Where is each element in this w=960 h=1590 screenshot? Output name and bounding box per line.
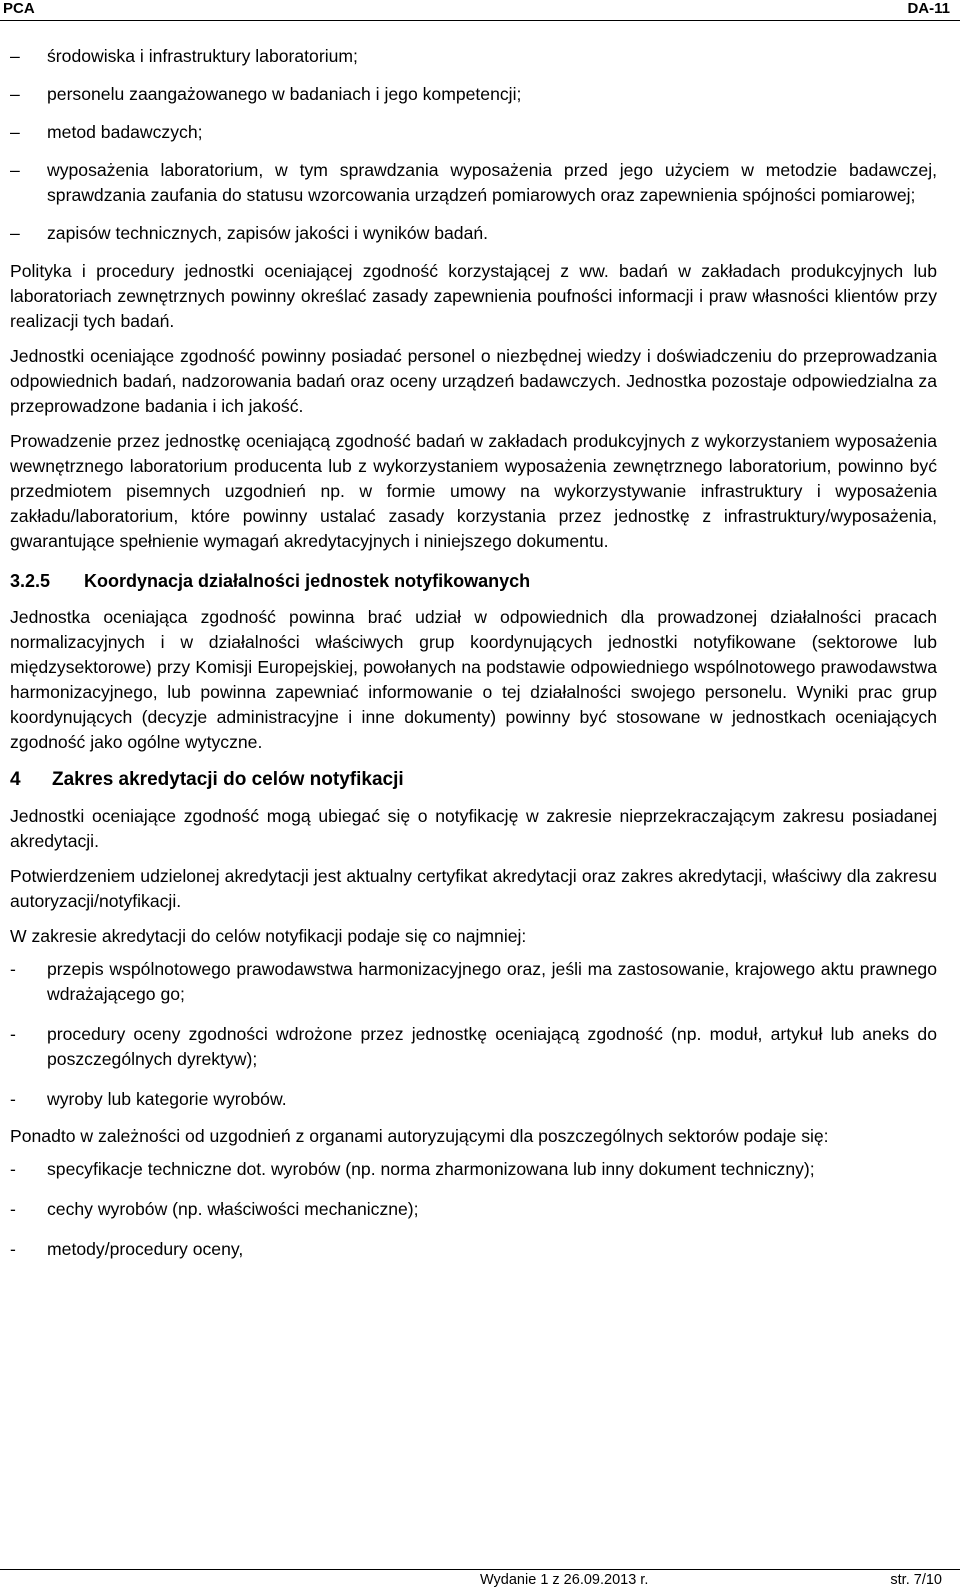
dash-marker: – [10,46,20,66]
paragraph-coordination: Jednostka oceniająca zgodność powinna brać udział w odpowiednich dla prowadzonej działalności pracach normalizacyjnych i w działalności właściwych grup koordynujących jednostki notyfikowane (sektorowe lub międzysektorowe) przy Komisji Europejskiej, powołanych na podstawie odpowiedniego wspólnotowego prawodawstwa harmonizacyjnego, lub powinna zapewniać informowanie o tej działalności swojego personelu. Wyniki prac grup koordynujących (decyzje administracyjne i inne dokumenty) powinny być stosowane w jednostkach oceniających zgodność jako ogólne wytyczne. [10,607,937,752]
dash-marker: – [10,223,20,243]
minimum-list [10,957,937,1112]
paragraph-certificate: Potwierdzeniem udzielonej akredytacji jest aktualny certyfikat akredytacji oraz zakres akredytacji, właściwy dla zakresu autoryzacji/notyfikacji. [10,866,937,911]
list-item: – metod badawczych; [10,120,937,145]
list-item: - cechy wyrobów (np. właściwości mechaniczne); [10,1197,937,1222]
sector-list [10,1157,937,1262]
paragraph-confidentiality: Polityka i procedury jednostki oceniającej zgodność korzystającej z ww. badań w zakładach produkcyjnych lub laboratoriach zewnętrznych powinny określać zasady zapewnienia poufności informacji i praw własności klientów przy realizacji tych badań. [10,261,937,331]
header-org: PCA [3,0,35,17]
dash-marker: - [10,959,16,979]
section-title: Koordynacja działalności jednostek notyfikowanych [84,571,531,591]
list-item: - metody/procedury oceny, [10,1237,937,1262]
list-item: – personelu zaangażowanego w badaniach i jego kompetencji; [10,82,937,107]
section-heading-3-2-5 [10,569,937,594]
footer-page-number: str. 7/10 [890,1572,942,1588]
list-item: - specyfikacje techniczne dot. wyrobów (np. norma zharmonizowana lub inny dokument techniczny); [10,1157,937,1182]
list-item: - procedury oceny zgodności wdrożone przez jednostkę oceniającą zgodność (np. moduł, artykuł lub aneks do poszczególnych dyrektyw); [10,1024,937,1069]
section-title: Zakres akredytacji do celów notyfikacji [52,769,404,790]
dash-marker: – [10,122,20,142]
section-heading-4 [10,767,937,792]
dash-marker: – [10,160,20,180]
dash-marker: - [10,1239,16,1259]
paragraph-agreements: Prowadzenie przez jednostkę oceniającą zgodność badań w zakładach produkcyjnych z wykorzystaniem wyposażenia wewnętrznego laboratorium producenta lub z wykorzystaniem wyposażenia zewnętrznego laboratorium, powinno być przedmiotem pisemnych uzgodnień np. w formie umowy na wykorzystywanie infrastruktury i wyposażenia zakładu/laboratorium, które powinny ustalać zasady korzystania przez jednostkę z infrastruktury/wyposażenia, gwarantujące spełnienie wymagań akredytacyjnych i niniejszego dokumentu. [10,431,937,551]
dash-marker: - [10,1024,16,1044]
footer-edition: Wydanie 1 z 26.09.2013 r. [480,1572,649,1588]
dash-marker: - [10,1159,16,1179]
scope-list [10,44,937,246]
paragraph-sectors: Ponadto w zależności od uzgodnień z organami autoryzującymi dla poszczególnych sektorów podaje się: [10,1126,829,1146]
list-item: – zapisów technicznych, zapisów jakości i wyników badań. [10,221,937,246]
header-doc-code: DA-11 [907,0,950,17]
document-body [10,44,937,1262]
paragraph-notification: Jednostki oceniające zgodność mogą ubiegać się o notyfikację w zakresie nieprzekraczającym zakresu posiadanej akredytacji. [10,806,937,851]
page-header [0,0,960,21]
list-item: - przepis wspólnotowego prawodawstwa harmonizacyjnego oraz, jeśli ma zastosowanie, krajowego aktu prawnego wdrażającego go; [10,959,937,1004]
section-number: 3.2.5 [10,571,51,591]
list-item: - wyroby lub kategorie wyrobów. [10,1087,937,1112]
page-footer [0,1569,960,1590]
paragraph-personnel: Jednostki oceniające zgodność powinny posiadać personel o niezbędnej wiedzy i doświadczeniu do przeprowadzania odpowiednich badań, nadzorowania badań oraz oceny urządzeń badawczych. Jednostka pozostaje odpowiedzialna za przeprowadzone badania i ich jakość. [10,346,937,416]
dash-marker: - [10,1089,16,1109]
paragraph-minimum: W zakresie akredytacji do celów notyfikacji podaje się co najmniej: [10,926,527,946]
section-number: 4 [10,769,21,790]
dash-marker: - [10,1199,16,1219]
list-item: – środowiska i infrastruktury laboratorium; [10,44,937,69]
dash-marker: – [10,84,20,104]
list-item: – wyposażenia laboratorium, w tym sprawdzania wyposażenia przed jego użyciem w metodzie badawczej, sprawdzania zaufania do statusu wzorcowania urządzeń pomiarowych oraz zapewnienia spójności pomiarowej; [10,160,937,205]
